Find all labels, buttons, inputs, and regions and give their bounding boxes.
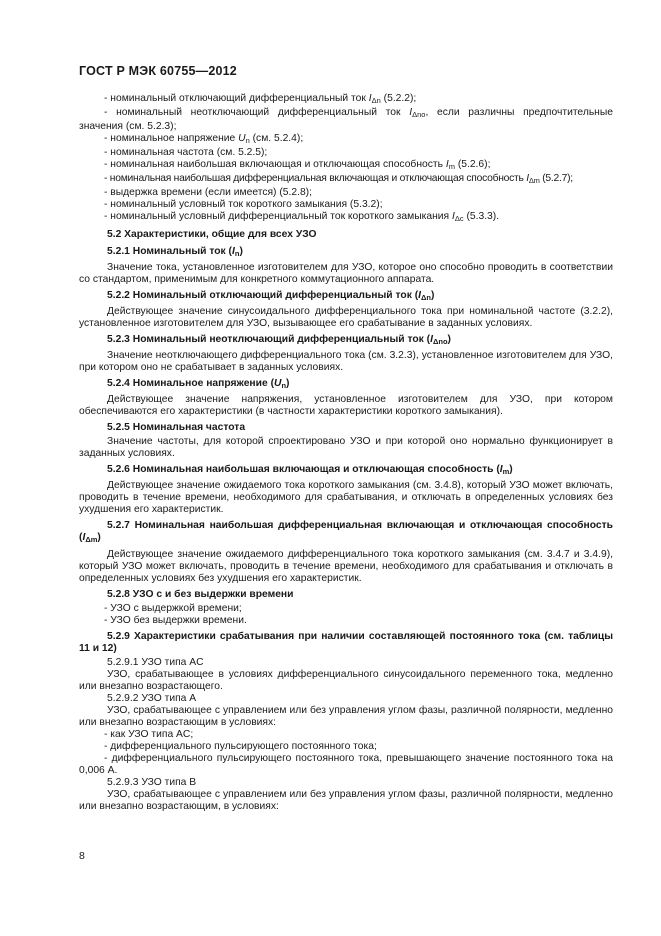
paragraph-5-2-7: Действующее значение ожидаемого дифференциального тока короткого замыкания (см. 3.4.7 и 3.4.9), который УЗО может включать, проводить в течение времени, необходимого для срабатывания и отключать в определенных условиях без ухудшения его характеристик. [79, 548, 613, 584]
section-heading-5-2-6: 5.2.6 Номинальная наибольшая включающая и отключающая способность $(I_m)$ [107, 464, 513, 477]
section-heading-5-2: 5.2 Характеристики, общие для всех УЗО [107, 229, 317, 241]
section-heading-5-2-1: 5.2.1 Номинальный ток $(I_n)$ [107, 245, 243, 258]
list-item: - дифференциального пульсирующего постоянного тока, превышающего значение постоянного тока на 0,006 А. [79, 753, 613, 777]
page-number: 8 [79, 850, 85, 862]
list-item: - номинальный условный дифференциальный ток короткого замыкания $I_{\Delta c}$ (5.3.3). [104, 211, 500, 224]
section-heading-5-2-2: 5.2.2 Номинальный отключающий дифференциальный ток $(I_{\Delta n})$ [107, 289, 435, 302]
list-item: - номинальный неотключающий дифференциальный ток $I_{\Delta no}$, если различны предпочтительные значения (см. 5.2.3); [79, 107, 613, 133]
list-item: - УЗО без выдержки времени. [104, 614, 247, 626]
document-body [79, 93, 613, 813]
section-heading-5-2-4: 5.2.4 Номинальное напряжение $(U_n)$ [107, 377, 290, 390]
document-header: ГОСТ Р МЭК 60755—2012 [79, 64, 237, 78]
paragraph-5-2-9-3: УЗО, срабатывающее с управлением или без управления углом фазы, различной полярности, медленно или внезапно возрастающим, в условиях: [79, 789, 613, 813]
paragraph-5-2-4: Действующее значение напряжения, установленное изготовителем для УЗО, при котором обеспечиваются его характеристики (в частности характеристики короткого замыкания). [79, 393, 613, 418]
paragraph-5-2-5: Значение частоты, для которой спроектировано УЗО и при которой оно нормально функционирует в заданных условиях. [79, 436, 613, 460]
list-item: - выдержка времени (если имеется) (5.2.8); [104, 187, 312, 199]
subsection-heading-5-2-9-2: 5.2.9.2 УЗО типа A [107, 693, 197, 705]
section-heading-5-2-7: 5.2.7 Номинальная наибольшая дифференциальная включающая и отключающая способность $(I_{\Delta m})$ [79, 520, 613, 545]
paragraph-5-2-3: Значение неотключающего дифференциального тока (см. 3.2.3), установленное изготовителем для УЗО, при котором оно не срабатывает в заданных условиях. [79, 349, 613, 373]
list-item: - как УЗО типа AC; [104, 729, 194, 741]
paragraph-5-2-1: Значение тока, установленное изготовителем для УЗО, которое оно способно проводить в соответствии со стандартом, применимым для конкретного коммутационного аппарата. [79, 261, 613, 285]
list-item: - номинальная частота (см. 5.2.5); [104, 147, 268, 159]
list-item: - номинальное напряжение $U_n$ (см. 5.2.4); [104, 133, 304, 146]
section-heading-5-2-8: 5.2.8 УЗО с и без выдержки времени [107, 588, 294, 600]
paragraph-5-2-9-2: УЗО, срабатывающее с управлением или без управления углом фазы, различной полярности, медленно или внезапно возрастающим в условиях: [79, 705, 613, 729]
paragraph-5-2-9-1: УЗО, срабатывающее в условиях дифференциального синусоидального переменного тока, медленно или внезапно возрастающего. [79, 668, 613, 692]
section-heading-5-2-3: 5.2.3 Номинальный неотключающий дифференциальный ток $(I_{\Delta no})$ [107, 333, 451, 346]
list-item: - номинальный отключающий дифференциальный ток $I_{\Delta n}$ (5.2.2); [104, 93, 417, 105]
subsection-heading-5-2-9-1: 5.2.9.1 УЗО типа AC [107, 656, 204, 668]
subsection-heading-5-2-9-3: 5.2.9.3 УЗО типа B [107, 777, 197, 789]
list-item: - номинальная наибольшая дифференциальная включающая и отключающая способность $I_{\Delta m}$ (5.2.7); [104, 173, 573, 186]
section-heading-5-2-9: 5.2.9 Характеристики срабатывания при наличии составляющей постоянного тока (см. таблицы 11 и 12) [79, 630, 613, 654]
section-heading-5-2-5: 5.2.5 Номинальная частота [107, 422, 246, 434]
list-item: - номинальная наибольшая включающая и отключающая способность $I_m$ (5.2.6); [104, 159, 491, 172]
list-item: - УЗО с выдержкой времени; [104, 602, 242, 614]
list-item: - дифференциального пульсирующего постоянного тока; [104, 741, 377, 753]
list-item: - номинальный условный ток короткого замыкания (5.3.2); [104, 199, 383, 211]
paragraph-5-2-2: Действующее значение синусоидального дифференциального тока при номинальной частоте (3.2.2), установленное изготовителем для УЗО, вызывающее его срабатывание в заданных условиях. [79, 305, 613, 329]
paragraph-5-2-6: Действующее значение ожидаемого тока короткого замыкания (см. 3.4.8), который УЗО может включать, проводить в течение времени, необходимого для срабатывания, и отключать в определенных условиях без ухудшения его характеристик. [79, 480, 613, 516]
